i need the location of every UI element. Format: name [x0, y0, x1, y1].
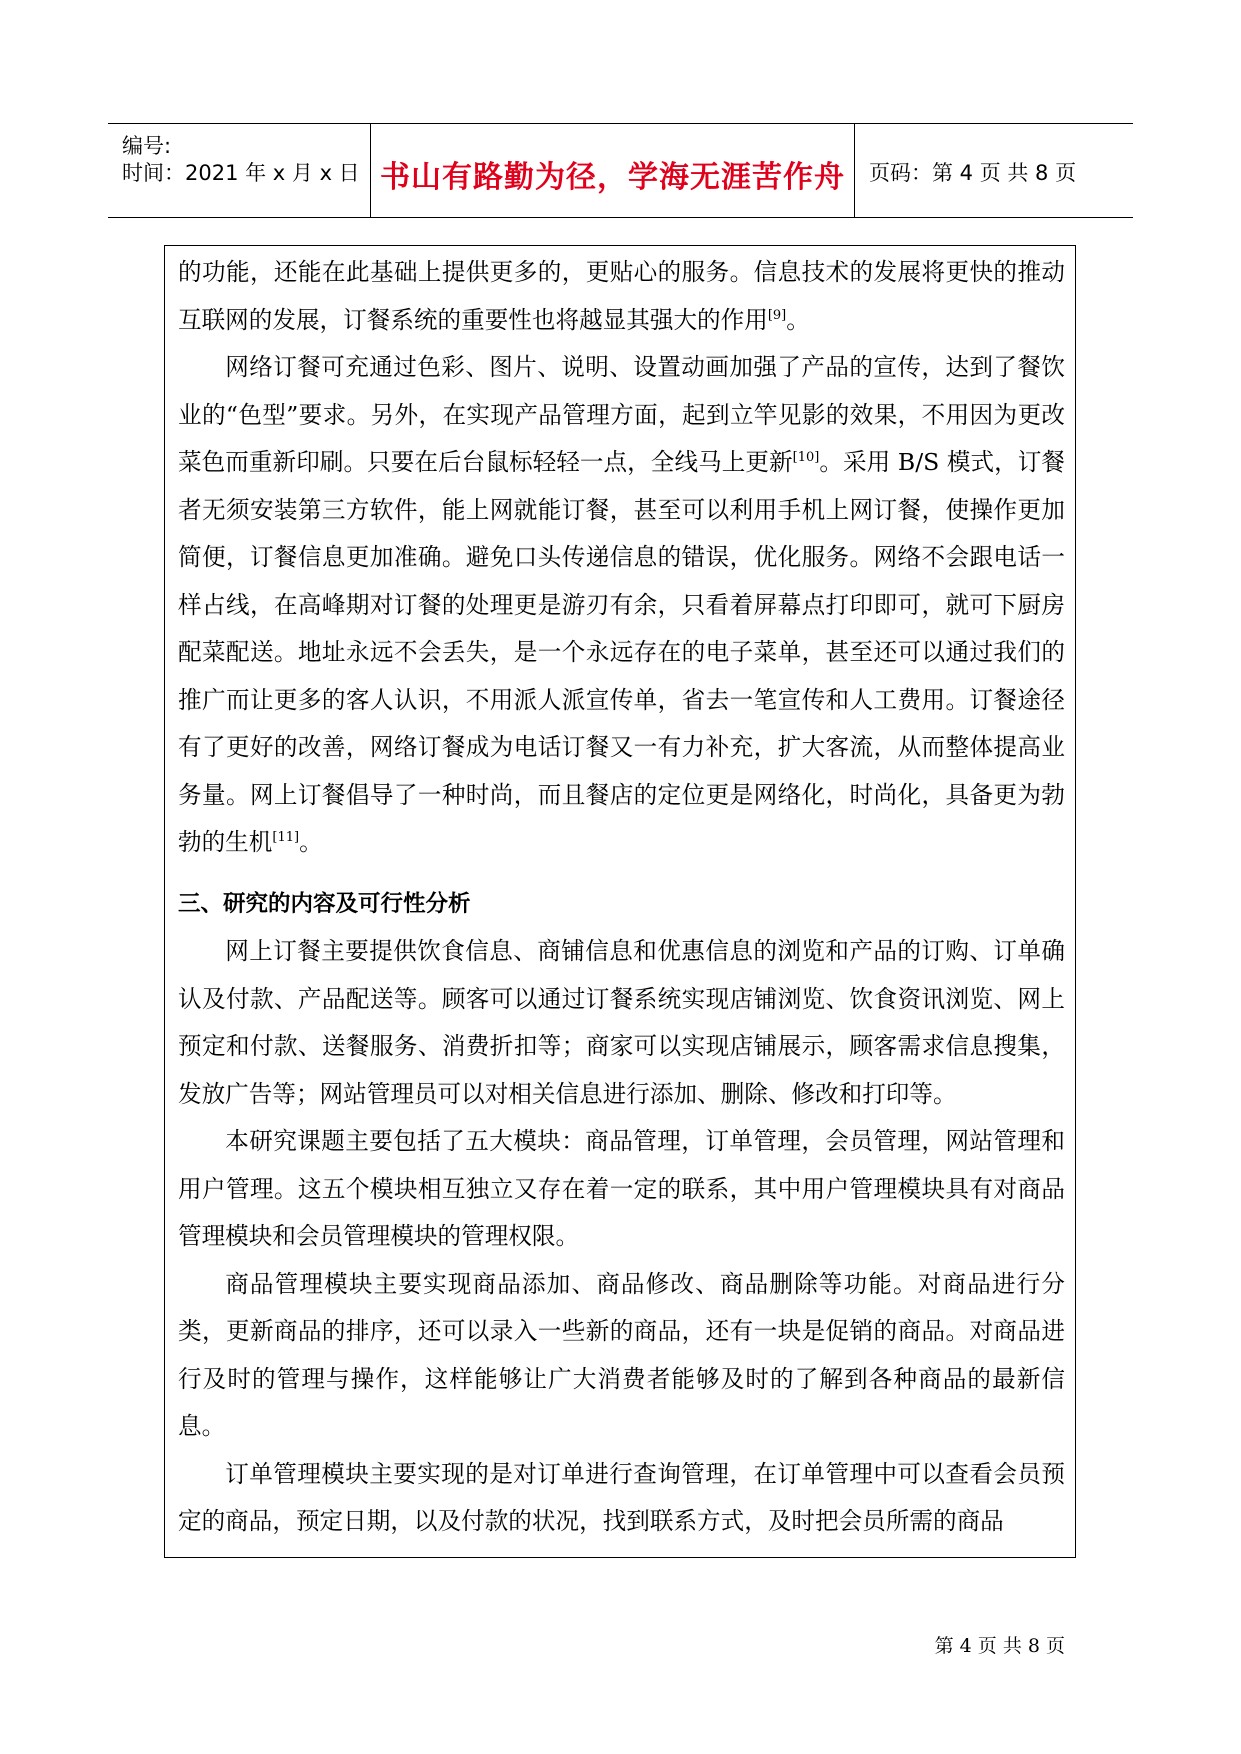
header-motto: 书山有路勤为径，学海无涯苦作舟 [380, 160, 845, 195]
page-header [108, 123, 1133, 218]
citation-11: [11] [272, 830, 300, 846]
paragraph-3: 网上订餐主要提供饮食信息、商铺信息和优惠信息的浏览和产品的订购、订单确认及付款、产品配送等。顾客可以通过订餐系统实现店铺浏览、饮食资讯浏览、网上预定和付款、送餐服务、消费折扣等；商家可以实现店铺展示，顾客需求信息搜集，发放广告等；网站管理员可以对相关信息进行添加、删除、修改和打印等。 [178, 937, 1065, 1108]
paragraph-2-end: 。 [299, 828, 323, 856]
paragraph-4: 本研究课题主要包括了五大模块：商品管理，订单管理，会员管理，网站管理和用户管理。这五个模块相互独立又存在着一定的联系，其中用户管理模块具有对商品管理模块和会员管理模块的管理权限。 [178, 1127, 1065, 1250]
header-right-cell [855, 124, 1133, 217]
paragraph-2b-text: 。采用 B/S 模式，订餐者无须安装第三方软件，能上网就能订餐，甚至可以利用手机上网订餐，使操作更加简便，订餐信息更加准确。避免口头传递信息的错误，优化服务。网络不会跟电话一样占线，在高峰期对订餐的处理更是游刃有余，只看着屏幕点打印即可，就可下厨房配菜配送。地址永远不会丢失，是一个永远存在的电子菜单，甚至还可以通过我们的推广而让更多的客人认识，不用派人派宣传单，省去一笔宣传和人工费用。订餐途径有了更好的改善，网络订餐成为电话订餐又一有力补充，扩大客流，从而整体提高业务量。网上订餐倡导了一种时尚，而且餐店的定位更是网络化，时尚化，具备更为勃勃的生机 [178, 448, 1066, 856]
paragraph-1-text: 的功能，还能在此基础上提供更多的，更贴心的服务。信息技术的发展将更快的推动互联网的发展，订餐系统的重要性也将越显其强大的作用 [178, 258, 1065, 334]
page-footer: 第 4 页 共 8 页 [934, 1635, 1065, 1657]
paragraph-2 [178, 344, 1065, 867]
paragraph-5: 商品管理模块主要实现商品添加、商品修改、商品删除等功能。对商品进行分类，更新商品的排序，还可以录入一些新的商品，还有一块是促销的商品。对商品进行及时的管理与操作，这样能够让广大消费者能够及时的了解到各种商品的最新信息。 [178, 1269, 1065, 1440]
paragraph-2a-text: 网络订餐可充通过色彩、图片、说明、设置动画加强了产品的宣传，达到了餐饮业的“色型”要求。另外，在实现产品管理方面，起到立竿见影的效果，不用因为更改菜色而重新印刷。只要在后台鼠标轻轻一点，全线马上更新 [178, 353, 1065, 476]
document-date: 时间：2021 年 x 月 x 日 [122, 161, 360, 185]
paragraph-1 [178, 249, 1065, 344]
citation-10: [10] [792, 450, 820, 466]
header-left-cell [108, 124, 371, 217]
paragraph-6: 订单管理模块主要实现的是对订单进行查询管理，在订单管理中可以查看会员预定的商品，预定日期，以及付款的状况，找到联系方式，及时把会员所需的商品 [178, 1459, 1065, 1535]
document-number-label: 编号: [122, 134, 172, 158]
citation-9: [9] [767, 307, 787, 323]
header-page-code: 页码：第 4 页 共 8 页 [869, 161, 1077, 185]
header-middle-cell [371, 124, 855, 217]
content-box [164, 245, 1076, 1558]
paragraph-1-end: 。 [786, 305, 810, 334]
section-title: 三、研究的内容及可行性分析 [178, 890, 471, 917]
